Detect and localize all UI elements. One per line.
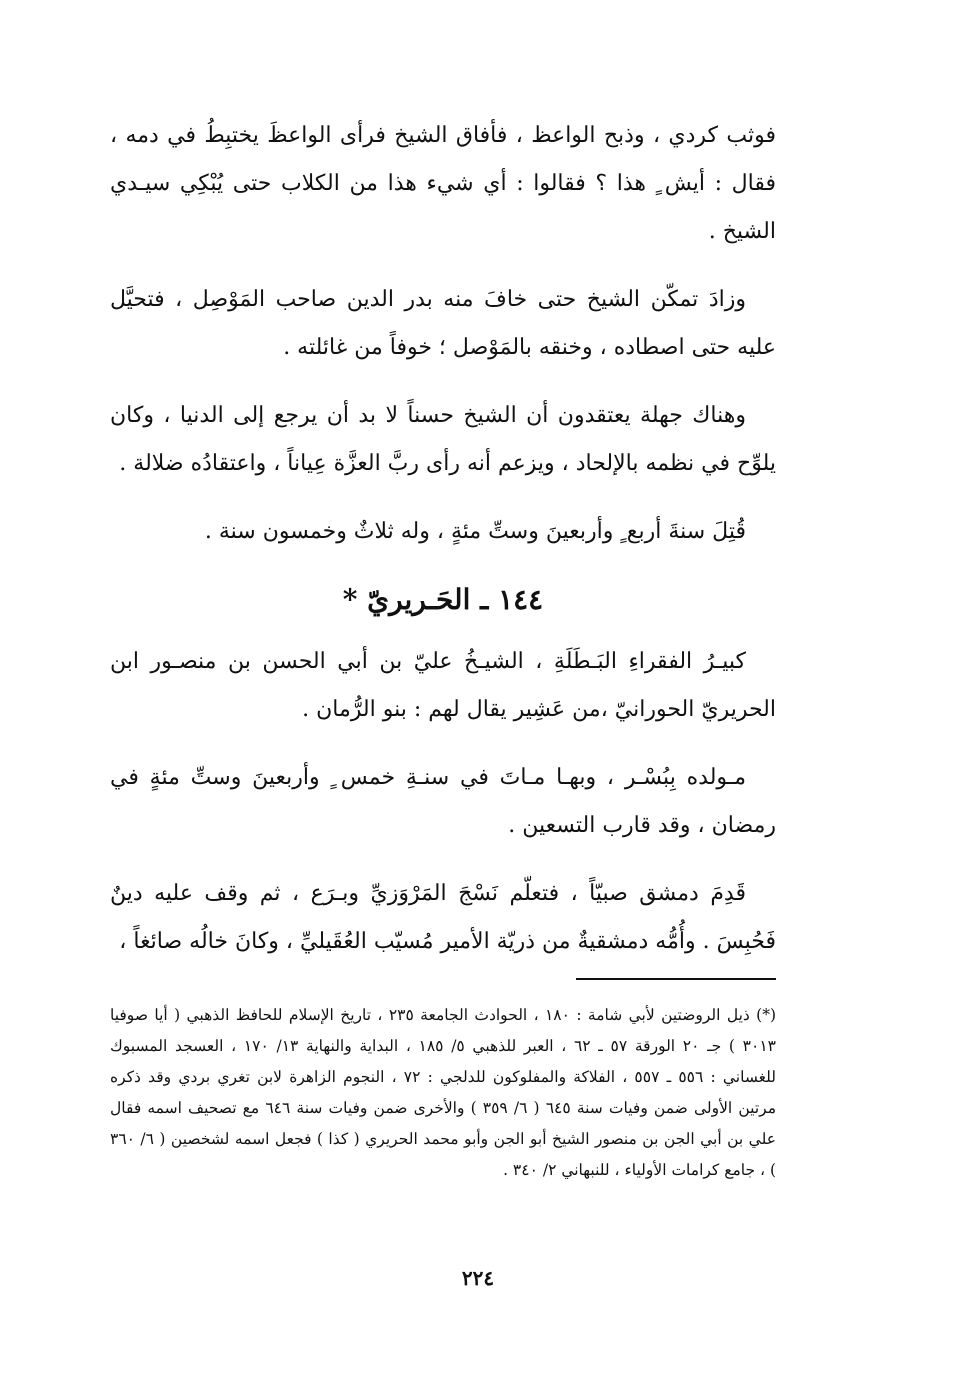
paragraph-5: كبيـرُ الفقراءِ البَـطَلَةِ ، الشيـخُ عليّ بن أبي الحسن بن منصـور ابن الحريريّ الحورانيّ ،من عَشِير يقال لهم : بنو الرُّمان . (110, 649, 776, 722)
paragraph-3: وهناك جهلة يعتقدون أن الشيخ حسناً لا بد أن يرجع إلى الدنيا ، وكان يلوِّح في نظمه بالإلحاد ، ويزعم أنه رأى ربَّ العزَّة عِياناً ، واعتقادُه ضلالة . (110, 403, 776, 476)
footnote (110, 1000, 776, 1186)
paragraph-7: قَدِمَ دمشق صبيّاً ، فتعلّم نَسْجَ المَرْوَزيِّ وبـرَع ، ثم وقف عليه دينٌ فَحُبِسَ . وأُمُّه دمشقيةٌ من ذريّة الأمير مُسيّب العُقَيليِّ ، وكانَ خالُه صائغاً ، (110, 881, 776, 954)
page-number: ٢٢٤ (461, 1266, 495, 1290)
paragraph-6: مـولده بِبُسْـر ، وبهـا مـاتَ في سنـةِ خمس ٍ وأربعينَ وستِّ مئةٍ في رمضان ، وقد قارب التسعين . (110, 765, 776, 838)
footnote-text: (*) ذيل الروضتين لأبي شامة : ١٨٠ ، الحوادث الجامعة ٢٣٥ ، تاريخ الإسلام للحافظ الذهبي ( أيا صوفيا ٣٠١٣ ) جـ ٢٠ الورقة ٥٧ ـ ٦٢ ، العبر للذهبي ٥/ ١٨٥ ، البداية والنهاية ١٣/ ١٧٠ ، العسجد المسبوك للغساني : ٥٥٦ ـ ٥٥٧ ، الفلاكة والمفلوكون للدلجي : ٧٢ ، النجوم الزاهرة لابن تغري بردي وقد ذكره مرتين الأولى ضمن وفيات سنة ٦٤٥ ( ٦/ ٣٥٩ ) والأخرى ضمن وفيات سنة ٦٤٦ مع تصحيف اسمه فقال علي بن أبي الجن بن منصور الشيخ أبو الجن وأبو محمد الحريري ( كذا ) فجعل اسمه لشخصين ( ٦/ ٣٦٠ ) ، جامع كرامات الأولياء ، للنبهاني ٢/ ٣٤٠ . (110, 1006, 777, 1179)
main-text (110, 112, 776, 986)
paragraph-2: وزادَ تمكّن الشيخ حتى خافَ منه بدر الدين صاحب المَوْصِل ، فتحيَّل عليه حتى اصطاده ، وخنقه بالمَوْصل ؛ خوفاً من غائلته . (110, 287, 776, 360)
section-heading: ١٤٤ ـ الحَـريريّ * (342, 583, 544, 616)
paragraph-4: قُتِلَ سنةَ أربع ٍ وأربعينَ وستِّ مئةٍ ، وله ثلاثٌ وخمسون سنة . (204, 519, 746, 544)
footnote-divider (576, 978, 776, 980)
paragraph-1: فوثب كردي ، وذبح الواعظ ، فأفاق الشيخ فرأى الواعظَ يختبِطُ في دمه ، فقال : أيش ٍ هذا ؟ فقالوا : أي شيء هذا من الكلاب حتى يُبْكِي سيـدي الشيخ . (110, 123, 776, 244)
